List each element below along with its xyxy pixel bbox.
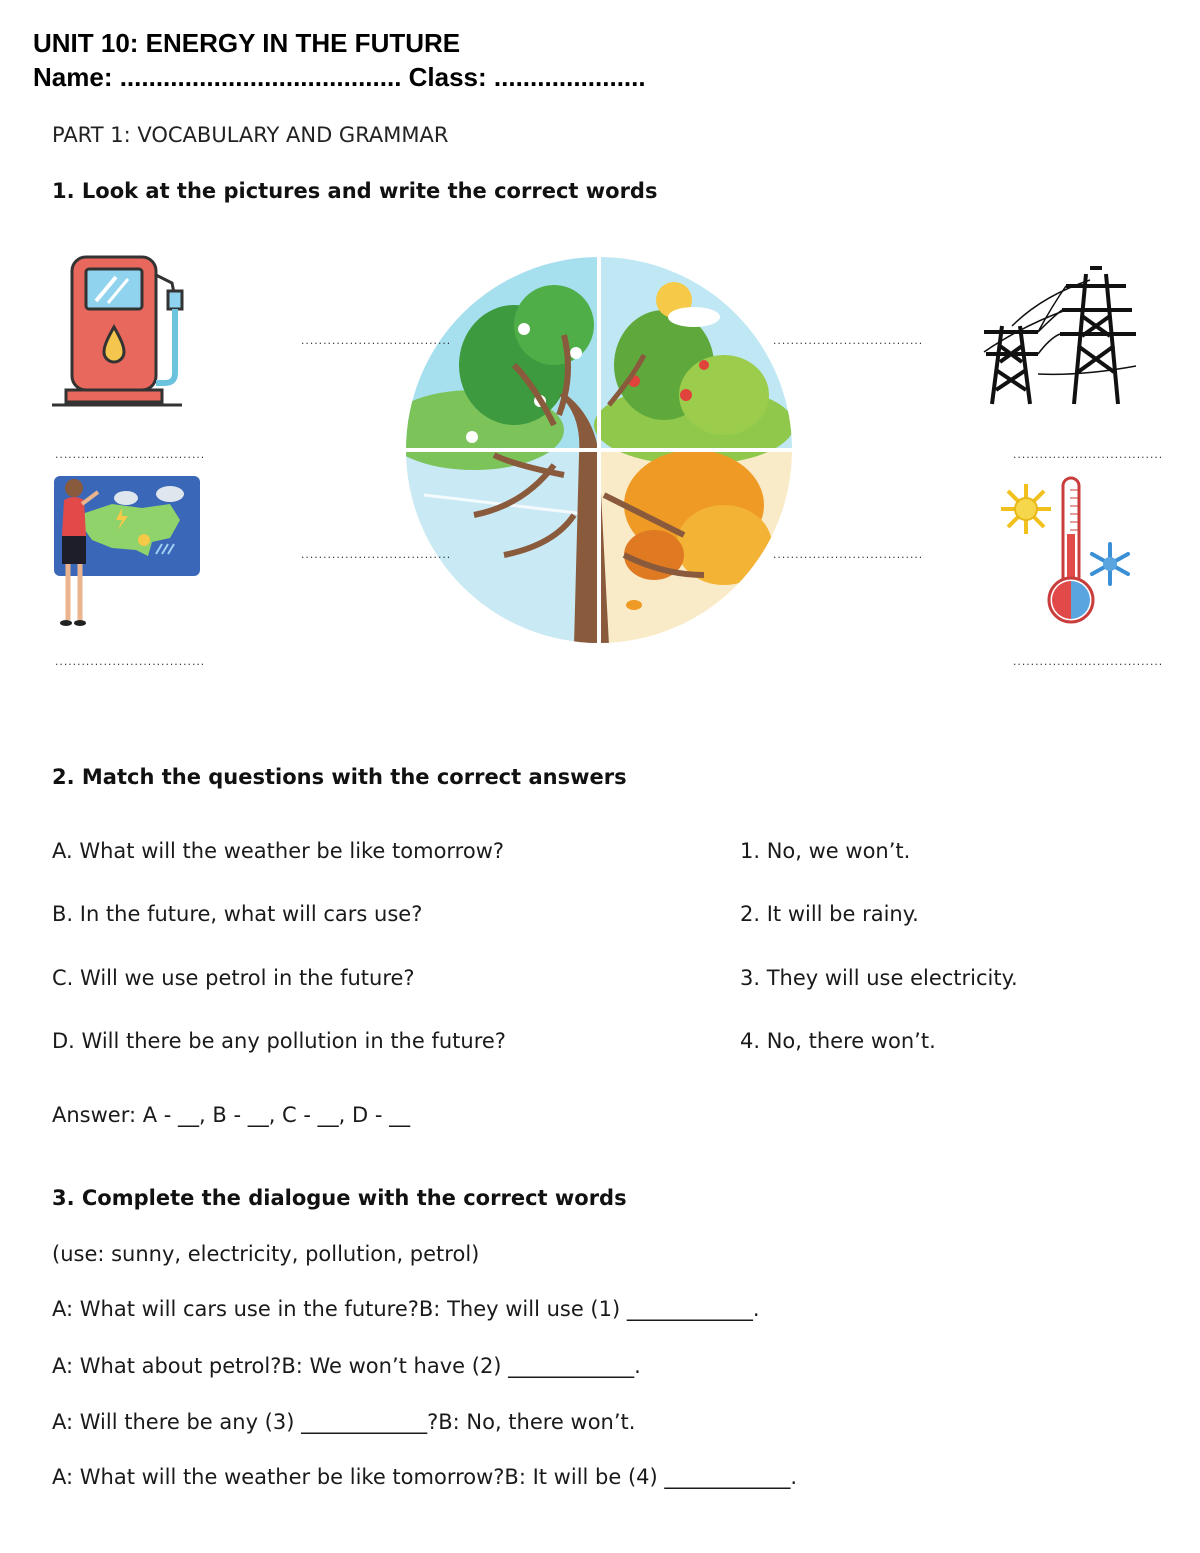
answer-2: 2. It will be rainy.: [740, 902, 919, 926]
answer-blank-7[interactable]: ..................................: [54, 658, 205, 668]
answer-1: 1. No, we won’t.: [740, 839, 911, 863]
answer-3: 3. They will use electricity.: [740, 966, 1018, 990]
answer-4: 4. No, there won’t.: [740, 1029, 936, 1053]
name-class-line: Name: ....................................... Class: .....................: [33, 62, 646, 92]
dialogue-line-2[interactable]: A: What about petrol?B: We won’t have (2) ____________.: [52, 1354, 641, 1378]
answer-blank-3[interactable]: ..................................: [54, 451, 205, 461]
answer-blank-8[interactable]: ..................................: [1012, 658, 1163, 668]
temperature-thermometer-icon: [998, 474, 1138, 630]
question-c: C. Will we use petrol in the future?: [52, 966, 415, 990]
dialogue-line-4[interactable]: A: What will the weather be like tomorrow?B: It will be (4) ____________.: [52, 1465, 798, 1489]
unit-title: UNIT 10: ENERGY IN THE FUTURE: [33, 28, 461, 58]
part-title: PART 1: VOCABULARY AND GRAMMAR: [52, 123, 449, 147]
exercise-2-heading: 2. Match the questions with the correct answers: [52, 765, 627, 789]
weather-forecast-icon: [52, 474, 202, 630]
match-answer-line[interactable]: Answer: A - __, B - __, C - __, D - __: [52, 1103, 411, 1127]
answer-blank-5[interactable]: ..................................: [300, 551, 451, 561]
dialogue-line-3[interactable]: A: Will there be any (3) ____________?B: No, there won’t.: [52, 1410, 636, 1434]
answer-blank-4[interactable]: ..................................: [1012, 451, 1163, 461]
answer-blank-2[interactable]: ..................................: [772, 337, 923, 347]
question-d: D. Will there be any pollution in the future?: [52, 1029, 506, 1053]
power-lines-icon: [982, 266, 1142, 408]
four-seasons-tree-icon: [404, 255, 794, 645]
answer-blank-1[interactable]: ..................................: [300, 337, 451, 347]
exercise-3-heading: 3. Complete the dialogue with the correct words: [52, 1186, 627, 1210]
question-b: B. In the future, what will cars use?: [52, 902, 423, 926]
petrol-pump-icon: [50, 255, 190, 410]
answer-blank-6[interactable]: ..................................: [772, 551, 923, 561]
dialogue-line-1[interactable]: A: What will cars use in the future?B: They will use (1) ____________.: [52, 1297, 760, 1321]
question-a: A. What will the weather be like tomorrow?: [52, 839, 505, 863]
word-bank: (use: sunny, electricity, pollution, petrol): [52, 1242, 480, 1266]
exercise-1-heading: 1. Look at the pictures and write the correct words: [52, 179, 658, 203]
